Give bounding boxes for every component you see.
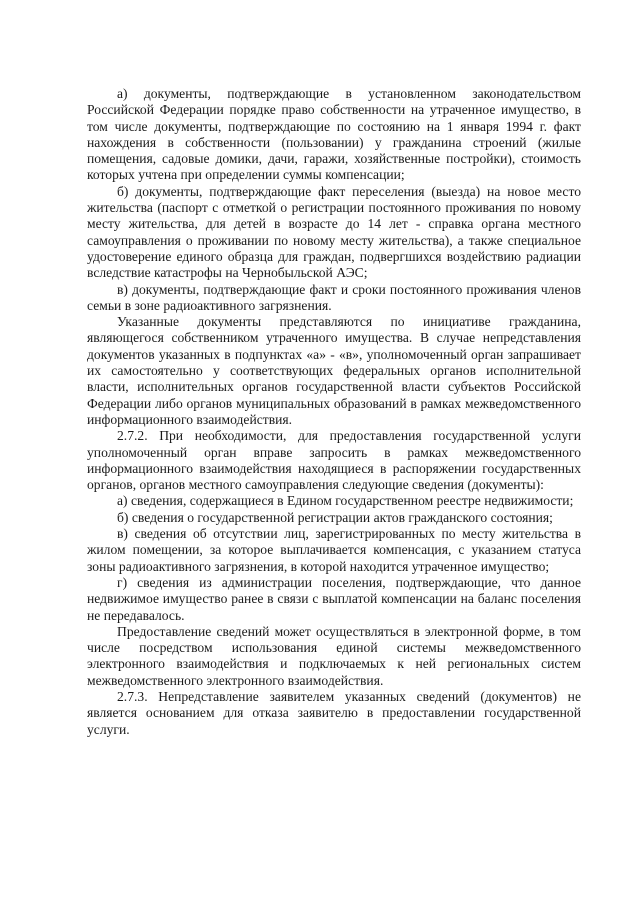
paragraph-item-a-ownership-documents: а) документы, подтверждающие в установленном законодательством Российской Федерации порядке право собственности на утраченное имущество, в том числе документы, подтверждающие по состоянию на 1 января 1994 г. факт нахождения в собственности (пользовании) у гражданина строений (жилые помещения, садовые домики, дачи, гаражи, хозяйственные постройки), стоимость которых учтена при определении суммы компенсации; bbox=[87, 86, 581, 183]
paragraph-clause-2-7-2: 2.7.2. При необходимости, для предоставления государственной услуги уполномоченный орган вправе запросить в рамках межведомственного информационного взаимодействия находящиеся в распоряжении государственных органов, органов местного самоуправления следующие сведения (документы): bbox=[87, 428, 581, 493]
paragraph-request-a: а) сведения, содержащиеся в Едином государственном реестре недвижимости; bbox=[117, 493, 574, 509]
paragraph-item-b-relocation-documents: б) документы, подтверждающие факт переселения (выезда) на новое место жительства (паспорт с отметкой о регистрации постоянного проживания по новому месту жительства, для детей в возрасте до 14 лет - справка органа местного самоуправления о проживании по новому месту жительства), а также специальное удостоверение единого образца для граждан, подвергшихся воздействию радиации вследствие катастрофы на Чернобыльской АЭС; bbox=[87, 183, 581, 281]
paragraph-request-g: г) сведения из администрации поселения, подтверждающие, что данное недвижимое имущество ранее в связи с выплатой компенсации на баланс поселения не передавалось. bbox=[87, 574, 581, 623]
paragraph-request-b: б) сведения о государственной регистрации актов гражданского состояния; bbox=[117, 509, 553, 525]
paragraph-documents-initiative: Указанные документы представляются по инициативе гражданина, являющегося собственником утраченного имущества. В случае непредставления документов указанных в подпунктах «а» - «в», уполномоченный орган запрашивает их самостоятельно у соответствующих федеральных органов исполнительной власти, исполнительных органов государственной власти субъектов Российской Федерации либо органов муниципальных образований в рамках межведомственного информационного взаимодействия. bbox=[87, 314, 581, 427]
paragraph-clause-2-7-3: 2.7.3. Непредставление заявителем указанных сведений (документов) не является основанием для отказа заявителю в предоставлении государственной услуги. bbox=[87, 688, 581, 737]
paragraph-electronic-form: Предоставление сведений может осуществляться в электронной форме, в том числе посредством использования единой системы межведомственного электронного взаимодействия и подключаемых к ней региональных систем межведомственного электронного взаимодействия. bbox=[87, 623, 581, 688]
paragraph-item-v-residence-documents: в) документы, подтверждающие факт и сроки постоянного проживания членов семьи в зоне радиоактивного загрязнения. bbox=[87, 281, 581, 313]
paragraph-request-v: в) сведения об отсутствии лиц, зарегистрированных по месту жительства в жилом помещении, за которое выплачивается компенсация, с указанием статуса зоны радиоактивного загрязнения, в которой находится утраченное имущество; bbox=[87, 526, 581, 574]
